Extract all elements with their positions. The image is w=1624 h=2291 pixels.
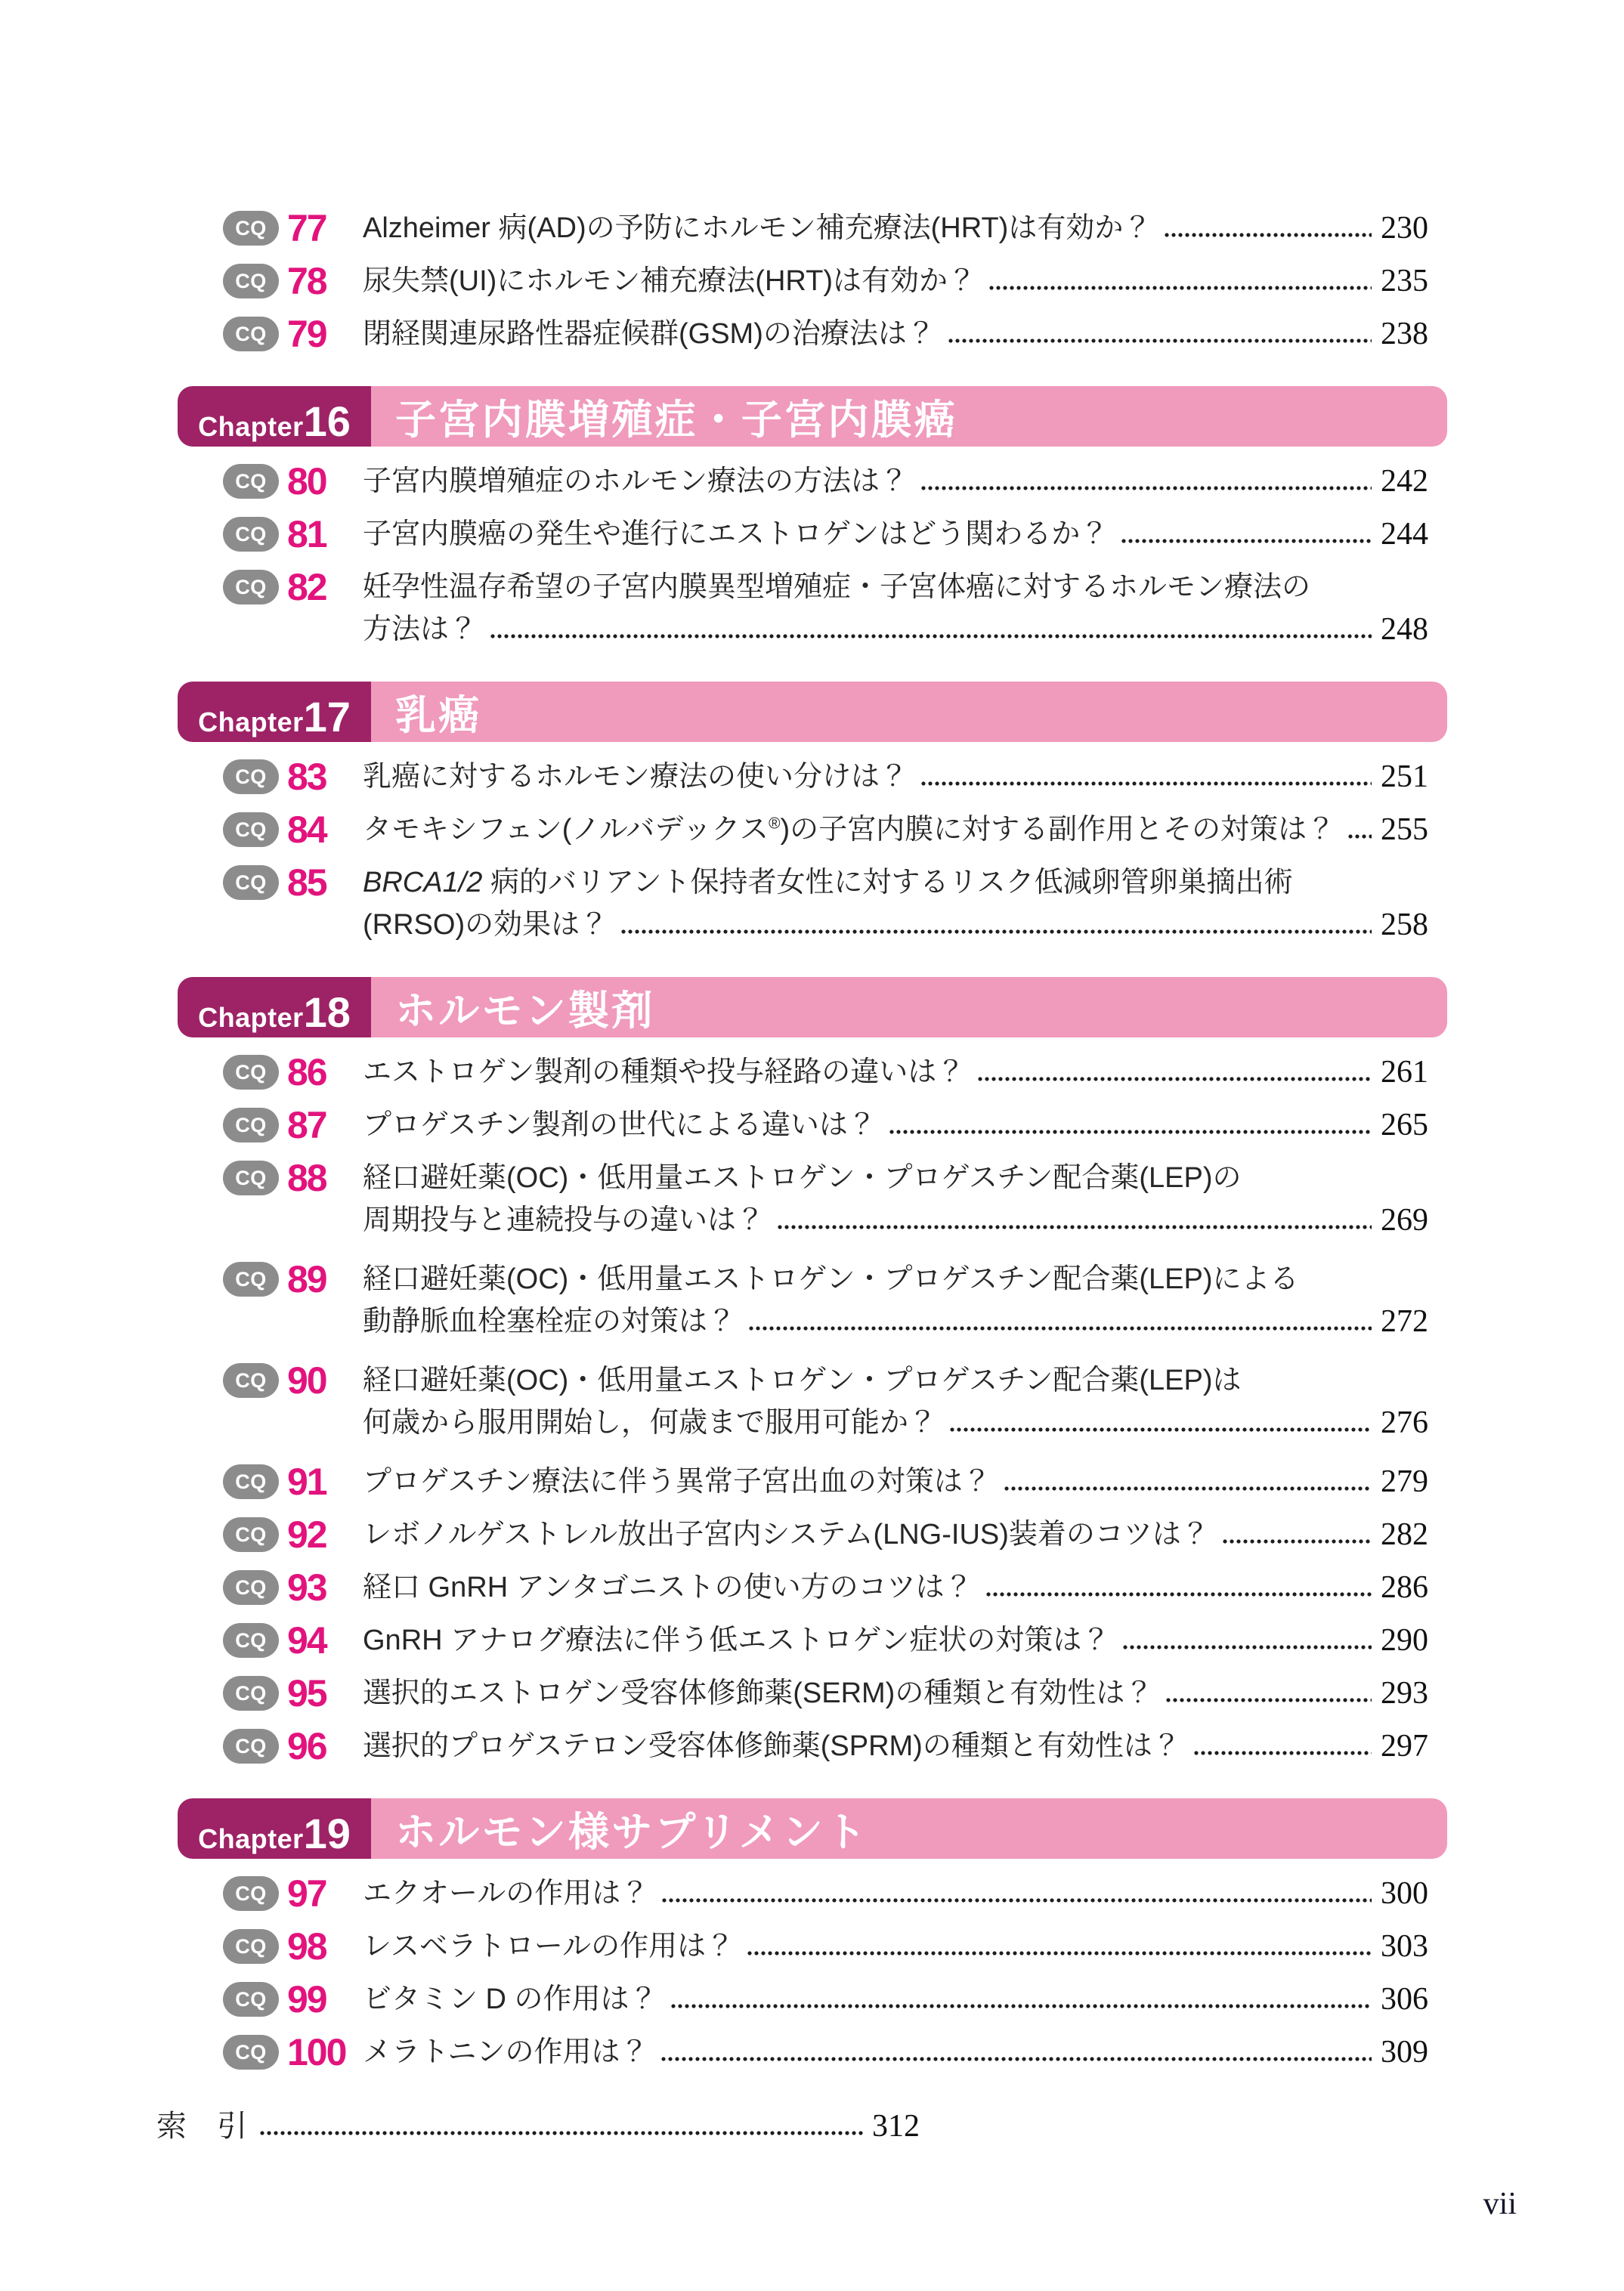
cq-title-text: 経口避妊薬(OC)・低用量エストロゲン・プロゲスチン配合薬(LEP)の: [363, 1162, 1242, 1194]
cq-number: 86: [287, 1051, 326, 1093]
cq-badge: CQ: [223, 865, 279, 900]
cq-badge: CQ: [223, 1676, 279, 1711]
page-ref: 279: [1381, 1464, 1428, 1499]
cq-id-group: [223, 808, 363, 851]
dot-leader: [1004, 1486, 1372, 1492]
toc-entry-cq-84[interactable]: [223, 808, 1428, 851]
cq-title-text: 方法は？: [363, 614, 478, 645]
chapter-header-18: [178, 977, 1447, 1037]
toc-entry-cq-80[interactable]: [223, 460, 1428, 502]
cq-number: 98: [287, 1925, 326, 1968]
toc-entry-cq-77[interactable]: [223, 207, 1428, 249]
toc-entry-cq-83[interactable]: [223, 756, 1428, 798]
cq-entry-body: [363, 1875, 1428, 1912]
cq-number: 85: [287, 861, 326, 904]
cq-title-text: 周期投与と連続投与の違いは？: [363, 1204, 766, 1236]
cq-title-text: Alzheimer 病(AD)の予防にホルモン補充療法(HRT)は有効か？: [363, 212, 1152, 244]
cq-id-group: [223, 861, 363, 904]
chapter-prefix-label: Chapter: [198, 706, 304, 737]
cq-title-text: プロゲスチン製剤の世代による違いは？: [363, 1109, 877, 1141]
cq-id-group: [223, 566, 363, 608]
cq-badge: CQ: [223, 570, 279, 604]
cq-number: 92: [287, 1513, 326, 1556]
chapter-title: 子宮内膜増殖症・子宮内膜癌: [395, 397, 958, 443]
cq-number: 84: [287, 808, 326, 851]
dot-leader: [889, 1129, 1372, 1135]
dot-leader: [748, 1325, 1372, 1331]
page-ref: 258: [1381, 907, 1428, 942]
toc-entry-cq-86[interactable]: [223, 1051, 1428, 1093]
cq-number: 79: [287, 313, 326, 355]
toc-entry-cq-89[interactable]: [223, 1258, 1428, 1340]
cq-badge: CQ: [223, 1570, 279, 1605]
cq-badge: CQ: [223, 1363, 279, 1398]
cq-title-line: [363, 1107, 1428, 1143]
cq-number: 90: [287, 1359, 326, 1402]
cq-title-line: [363, 759, 1428, 795]
cq-badge: CQ: [223, 1517, 279, 1552]
dot-leader: [920, 781, 1372, 787]
cq-number: 82: [287, 566, 326, 608]
page-ref: 276: [1381, 1405, 1428, 1440]
dot-leader: [949, 1427, 1372, 1433]
chapter-title: ホルモン様サプリメント: [395, 1809, 869, 1855]
chapter-title-band: [371, 682, 1447, 742]
cq-badge: CQ: [223, 1929, 279, 1964]
cq-entry-body: [363, 1928, 1428, 1965]
cq-title-text: メラトニンの作用は？: [363, 2036, 649, 2068]
dot-leader: [1164, 232, 1372, 238]
cq-number: 88: [287, 1157, 326, 1199]
cq-title-line: [363, 1981, 1428, 2017]
cq-title-text: レスベラトロールの作用は？: [363, 1931, 735, 1962]
chapter-header-17: [178, 682, 1447, 742]
cq-number: 94: [287, 1619, 326, 1662]
cq-id-group: [223, 313, 363, 355]
toc-entry-cq-82[interactable]: [223, 566, 1428, 648]
cq-entry-body: [363, 1107, 1428, 1143]
chapter-number: 19: [303, 1810, 351, 1857]
page-ref: 230: [1381, 211, 1428, 246]
page-ref: 251: [1381, 759, 1428, 794]
cq-id-group: [223, 2031, 363, 2073]
toc-entry-cq-81[interactable]: [223, 513, 1428, 555]
cq-badge: CQ: [223, 1876, 279, 1911]
cq-title-text: 選択的エストロゲン受容体修飾薬(SERM)の種類と有効性は？: [363, 1677, 1154, 1709]
cq-number: 96: [287, 1725, 326, 1767]
toc-entry-cq-90[interactable]: [223, 1359, 1428, 1441]
cq-title-text: 経口避妊薬(OC)・低用量エストロゲン・プロゲスチン配合薬(LEP)による: [363, 1263, 1299, 1295]
chapter-prefix-label: Chapter: [198, 1823, 304, 1854]
toc-entry-cq-91[interactable]: [223, 1461, 1428, 1503]
cq-id-group: [223, 756, 363, 798]
cq-badge: CQ: [223, 517, 279, 552]
cq-title-text: 閉経関連尿路性器症候群(GSM)の治療法は？: [363, 318, 936, 350]
chapter-title-band: [371, 386, 1447, 447]
cq-entry-body: [363, 864, 1428, 943]
chapter-title: ホルモン製剤: [395, 988, 655, 1034]
toc-entry-cq-78[interactable]: [223, 260, 1428, 302]
cq-number: 89: [287, 1258, 326, 1300]
cq-badge: CQ: [223, 1055, 279, 1090]
cq-entry-body: [363, 516, 1428, 552]
dot-leader: [977, 1076, 1372, 1082]
cq-number: 97: [287, 1872, 326, 1915]
chapter-title: 乳癌: [395, 692, 482, 738]
chapter-title-band: [371, 977, 1447, 1037]
cq-title-line: [363, 1202, 1428, 1238]
cq-title-line: [363, 1875, 1428, 1912]
page-ref: 238: [1381, 317, 1428, 351]
page-ref: 303: [1381, 1929, 1428, 1964]
cq-id-group: [223, 460, 363, 502]
cq-id-group: [223, 1104, 363, 1146]
page-ref: 290: [1381, 1623, 1428, 1658]
cq-badge: CQ: [223, 812, 279, 847]
cq-number: 95: [287, 1672, 326, 1714]
toc-entry-cq-100[interactable]: [223, 2031, 1428, 2073]
page-ref: 272: [1381, 1304, 1428, 1339]
page-ref: 297: [1381, 1729, 1428, 1764]
cq-title-line: [363, 1362, 1428, 1399]
cq-title-line: [363, 210, 1428, 246]
dot-leader: [747, 1950, 1372, 1956]
toc-entry-cq-94[interactable]: [223, 1619, 1428, 1662]
chapter-tab: [178, 682, 371, 742]
cq-title-text: 何歳から服用開始し，何歳まで服用可能か？: [363, 1407, 938, 1439]
cq-title-line: [363, 1160, 1428, 1196]
toc-entry-cq-92[interactable]: [223, 1513, 1428, 1556]
dot-leader: [948, 338, 1372, 344]
cq-title-text: ビタミン D の作用は？: [363, 1983, 658, 2015]
cq-entry-body: [363, 1464, 1428, 1500]
page-ref: 235: [1381, 264, 1428, 298]
cq-badge: CQ: [223, 211, 279, 246]
chapter-prefix-label: Chapter: [198, 411, 304, 442]
page-ref: 265: [1381, 1108, 1428, 1142]
dot-leader: [985, 1591, 1372, 1597]
cq-entry-body: [363, 1981, 1428, 2017]
dot-leader: [1347, 833, 1372, 839]
toc-entry-cq-98[interactable]: [223, 1925, 1428, 1968]
cq-title-line: [363, 1054, 1428, 1090]
cq-title-text: 経口 GnRH アンタゴニストの使い方のコツは？: [363, 1572, 973, 1603]
dot-leader: [661, 1897, 1372, 1903]
cq-entry-body: [363, 1622, 1428, 1659]
cq-id-group: [223, 207, 363, 249]
cq-title-line: [363, 864, 1428, 901]
cq-badge: CQ: [223, 1262, 279, 1297]
cq-title-line: [363, 316, 1428, 352]
cq-entry-body: [363, 1160, 1428, 1238]
cq-number: 91: [287, 1461, 326, 1503]
cq-id-group: [223, 1925, 363, 1968]
cq-id-group: [223, 1157, 363, 1199]
cq-title-line: [363, 516, 1428, 552]
toc-entry-cq-95[interactable]: [223, 1672, 1428, 1714]
cq-badge: CQ: [223, 464, 279, 499]
cq-entry-body: [363, 210, 1428, 246]
dot-leader: [1121, 538, 1372, 544]
cq-title-line: [363, 1675, 1428, 1711]
cq-title-text: レボノルゲストレル放出子宮内システム(LNG-IUS)装着のコツは？: [363, 1519, 1210, 1551]
page-ref: 269: [1381, 1203, 1428, 1238]
cq-title-line: [363, 1464, 1428, 1500]
cq-title-line: [363, 569, 1428, 605]
cq-badge: CQ: [223, 1161, 279, 1195]
cq-number: 87: [287, 1104, 326, 1146]
page-ref: 309: [1381, 2035, 1428, 2070]
cq-id-group: [223, 1461, 363, 1503]
cq-entry-body: [363, 316, 1428, 352]
cq-entry-body: [363, 1569, 1428, 1606]
cq-entry-body: [363, 759, 1428, 795]
cq-title-line: [363, 812, 1428, 848]
chapter-header-16: [178, 386, 1447, 447]
page-ref: 242: [1381, 464, 1428, 499]
toc-entry-cq-97[interactable]: [223, 1872, 1428, 1915]
page-ref: 244: [1381, 517, 1428, 552]
dot-leader: [920, 485, 1372, 491]
cq-title-text: タモキシフェン(ノルバデックス®)の子宮内膜に対する副作用とその対策は？: [363, 814, 1336, 846]
index-label: 索 引: [156, 2110, 247, 2143]
dot-leader: [1165, 1697, 1372, 1703]
cq-id-group: [223, 1513, 363, 1556]
cq-entry-body: [363, 1261, 1428, 1340]
cq-title-line: [363, 463, 1428, 499]
chapter-number: 17: [303, 693, 351, 740]
dot-leader: [1193, 1750, 1372, 1756]
cq-entry-body: [363, 812, 1428, 848]
chapter-header-19: [178, 1798, 1447, 1859]
cq-title-line: [363, 1405, 1428, 1441]
toc-entry-cq-99[interactable]: [223, 1978, 1428, 2020]
page-ref: 300: [1381, 1876, 1428, 1911]
cq-title-text: プロゲスチン療法に伴う異常子宮出血の対策は？: [363, 1466, 991, 1498]
page-ref: 261: [1381, 1055, 1428, 1090]
chapter-tab: [178, 977, 371, 1037]
cq-title-line: [363, 1261, 1428, 1297]
cq-id-group: [223, 1978, 363, 2020]
chapter-tab: [178, 1798, 371, 1859]
cq-entry-body: [363, 1728, 1428, 1764]
cq-id-group: [223, 1872, 363, 1915]
toc-entry-cq-93[interactable]: [223, 1566, 1428, 1609]
cq-id-group: [223, 260, 363, 302]
cq-title-line: [363, 1569, 1428, 1606]
chapter-title-band: [371, 1798, 1447, 1859]
page-ref: 248: [1381, 612, 1428, 647]
cq-title-line: [363, 1517, 1428, 1553]
cq-title-line: [363, 1622, 1428, 1659]
cq-id-group: [223, 1619, 363, 1662]
cq-title-line: [363, 907, 1428, 943]
chapter-prefix-label: Chapter: [198, 1002, 304, 1033]
dot-leader: [620, 929, 1372, 935]
cq-title-text: 経口避妊薬(OC)・低用量エストロゲン・プロゲスチン配合薬(LEP)は: [363, 1365, 1242, 1396]
cq-id-group: [223, 1258, 363, 1300]
cq-title-line: [363, 611, 1428, 648]
toc-entry-cq-88[interactable]: [223, 1157, 1428, 1238]
cq-title-text: エクオールの作用は？: [363, 1878, 650, 1909]
cq-title-text: エストロゲン製剤の種類や投与経路の違いは？: [363, 1056, 966, 1088]
cq-id-group: [223, 1566, 363, 1609]
cq-id-group: [223, 1051, 363, 1093]
cq-number: 100: [287, 2031, 346, 2073]
toc-entry-cq-79[interactable]: [223, 313, 1428, 355]
page-ref: 306: [1381, 1982, 1428, 2017]
cq-id-group: [223, 1672, 363, 1714]
cq-title-text: (RRSO)の効果は？: [363, 909, 609, 941]
cq-badge: CQ: [223, 317, 279, 351]
cq-title-text: 尿失禁(UI)にホルモン補充療法(HRT)は有効か？: [363, 265, 977, 297]
cq-number: 93: [287, 1566, 326, 1609]
cq-title-line: [363, 1728, 1428, 1764]
cq-badge: CQ: [223, 1623, 279, 1658]
cq-number: 78: [287, 260, 326, 302]
dot-leader: [259, 2130, 863, 2136]
cq-title-text: 子宮内膜増殖症のホルモン療法の方法は？: [363, 465, 909, 497]
cq-title-text: 動静脈血栓塞栓症の対策は？: [363, 1306, 737, 1337]
toc-entry-cq-85[interactable]: [223, 861, 1428, 943]
cq-entry-body: [363, 569, 1428, 648]
registered-trademark-symbol: ®: [769, 815, 781, 833]
cq-badge: CQ: [223, 759, 279, 794]
cq-entry-body: [363, 1054, 1428, 1090]
cq-title-text: 選択的プロゲステロン受容体修飾薬(SPRM)の種類と有効性は？: [363, 1730, 1181, 1762]
dot-leader: [777, 1224, 1372, 1230]
cq-title-line: [363, 2034, 1428, 2070]
cq-entry-body: [363, 1362, 1428, 1441]
cq-entry-body: [363, 1517, 1428, 1553]
cq-id-group: [223, 1725, 363, 1767]
chapter-number: 18: [303, 988, 351, 1036]
page-ref: 293: [1381, 1676, 1428, 1711]
page-ref: 312: [872, 2109, 920, 2144]
dot-leader: [1222, 1538, 1372, 1544]
cq-id-group: [223, 1359, 363, 1402]
dot-leader: [988, 285, 1372, 291]
cq-id-group: [223, 513, 363, 555]
dot-leader: [670, 2003, 1372, 2009]
page-ref: 255: [1381, 812, 1428, 847]
cq-title-line: [363, 1928, 1428, 1965]
cq-entry-body: [363, 463, 1428, 499]
chapter-number: 16: [303, 397, 351, 445]
toc-entry-cq-96[interactable]: [223, 1725, 1428, 1767]
cq-entry-body: [363, 1675, 1428, 1711]
cq-number: 83: [287, 756, 326, 798]
italic-gene-name: BRCA1/2: [363, 867, 483, 898]
cq-badge: CQ: [223, 1108, 279, 1142]
cq-title-text: BRCA1/2 病的バリアント保持者女性に対するリスク低減卵管卵巣摘出術: [363, 867, 1293, 898]
dot-leader: [490, 633, 1372, 639]
cq-badge: CQ: [223, 2035, 279, 2070]
cq-badge: CQ: [223, 1729, 279, 1764]
folio-page-number: vii: [1483, 2187, 1517, 2221]
cq-number: 77: [287, 207, 326, 249]
cq-title-line: [363, 1303, 1428, 1340]
cq-badge: CQ: [223, 1982, 279, 2017]
cq-title-text: 乳癌に対するホルモン療法の使い分けは？: [363, 761, 909, 793]
page-ref: 286: [1381, 1570, 1428, 1605]
cq-title-text: 妊孕性温存希望の子宮内膜異型増殖症・子宮体癌に対するホルモン療法の: [363, 571, 1311, 603]
page-ref: 282: [1381, 1517, 1428, 1552]
dot-leader: [1122, 1644, 1372, 1650]
cq-number: 81: [287, 513, 326, 555]
cq-number: 80: [287, 460, 326, 502]
dot-leader: [660, 2056, 1372, 2062]
cq-title-text: 子宮内膜癌の発生や進行にエストロゲンはどう関わるか？: [363, 518, 1109, 550]
cq-badge: CQ: [223, 1464, 279, 1499]
cq-entry-body: [363, 2034, 1428, 2070]
cq-entry-body: [363, 263, 1428, 299]
cq-badge: CQ: [223, 264, 279, 298]
cq-number: 99: [287, 1978, 326, 2020]
toc-entry-cq-87[interactable]: [223, 1104, 1428, 1146]
chapter-tab: [178, 386, 371, 447]
cq-title-text: GnRH アナログ療法に伴う低エストロゲン症状の対策は？: [363, 1625, 1111, 1656]
toc-entry-index[interactable]: [156, 2108, 920, 2144]
cq-title-line: [363, 263, 1428, 299]
